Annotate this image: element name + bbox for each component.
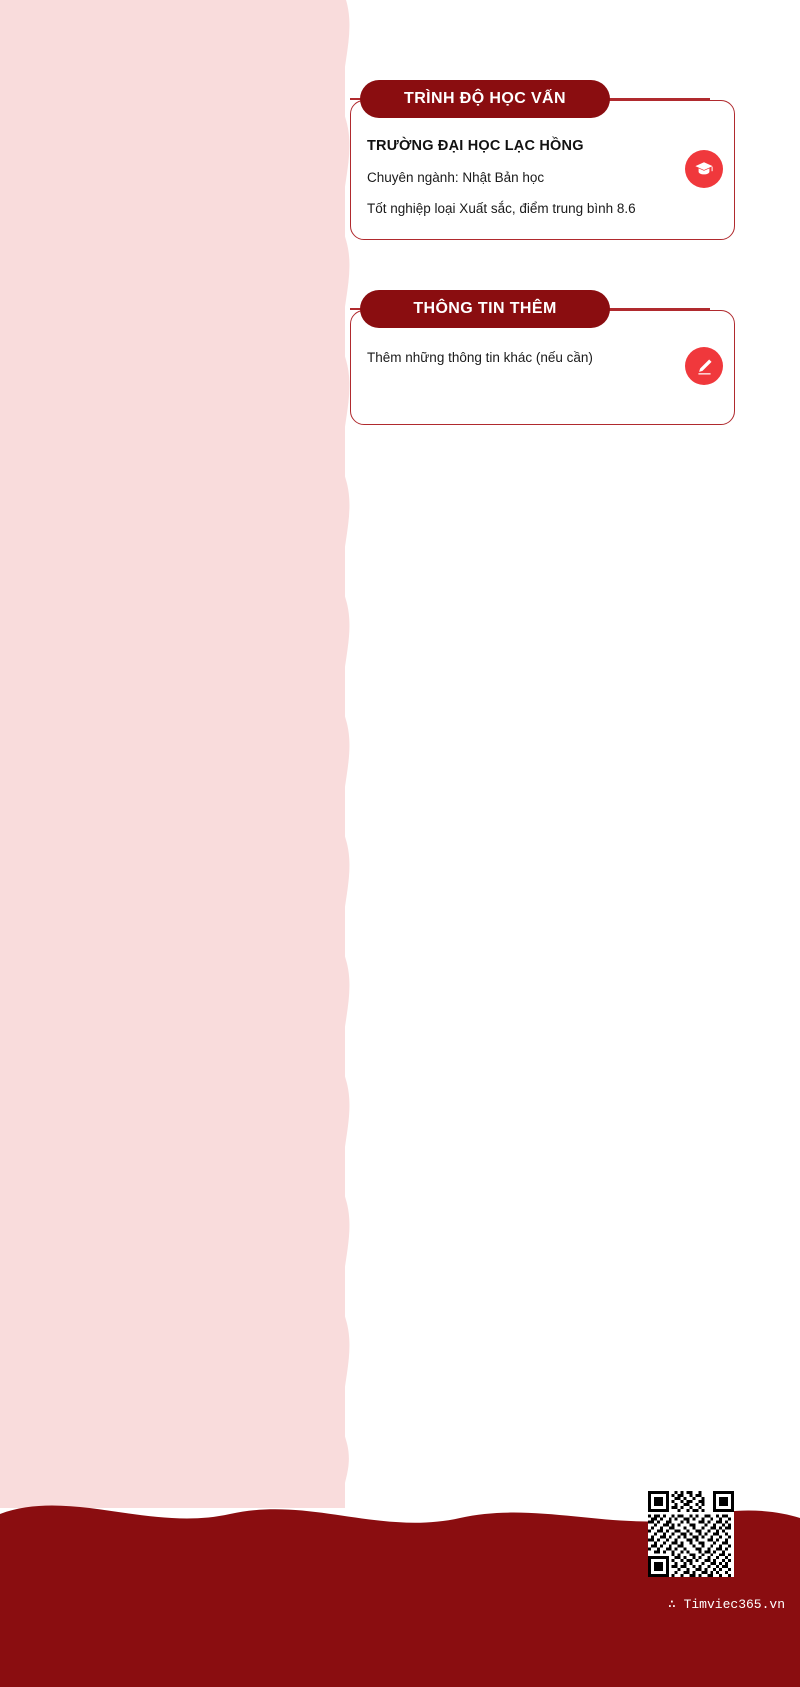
education-result: Tốt nghiệp loại Xuất sắc, điểm trung bình 8.6 — [367, 201, 636, 216]
wavy-column-edge — [330, 0, 362, 1508]
education-content — [367, 138, 697, 216]
extra-info-heading: THÔNG TIN THÊM — [360, 290, 610, 328]
pen-icon — [685, 347, 723, 385]
right-main — [345, 0, 800, 1508]
education-major: Chuyên ngành: Nhật Bản học — [367, 170, 545, 185]
education-school: TRƯỜNG ĐẠI HỌC LẠC HỒNG — [367, 138, 584, 154]
education-heading: TRÌNH ĐỘ HỌC VẤN — [360, 80, 610, 118]
qr-code — [648, 1491, 734, 1577]
brand-watermark: ∴ Timviec365.vn — [667, 1597, 785, 1612]
graduation-cap-icon — [685, 150, 723, 188]
extra-info-content — [367, 350, 697, 365]
left-sidebar — [0, 0, 345, 1508]
extra-info-note: Thêm những thông tin khác (nếu cần) — [367, 350, 593, 365]
